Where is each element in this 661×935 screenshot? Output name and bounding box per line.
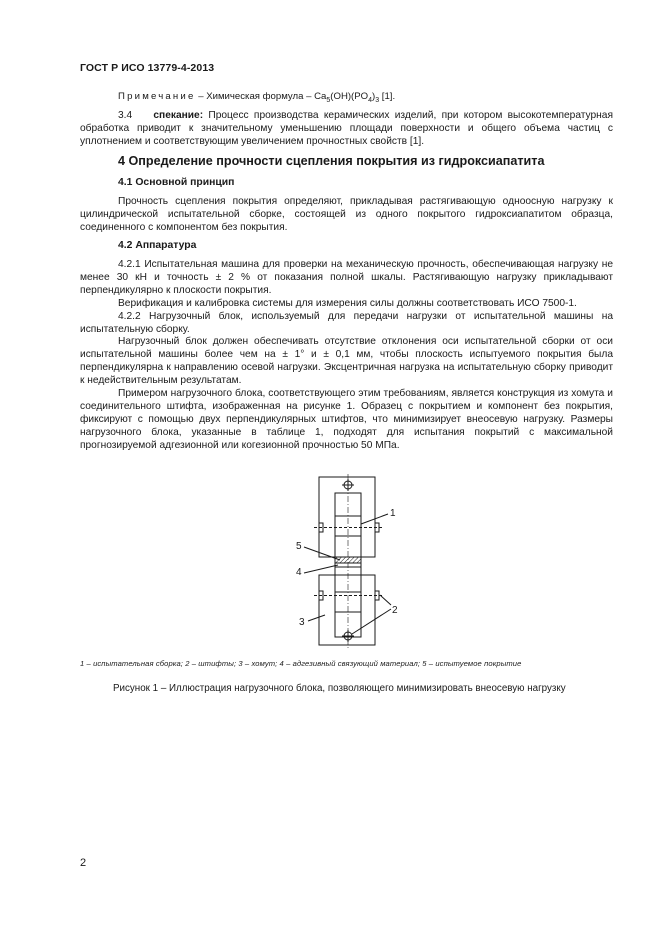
leader-2a xyxy=(380,595,391,605)
section-4-heading: 4 Определение прочности сцепления покрытия из гидроксиапатита xyxy=(118,154,545,168)
note xyxy=(118,91,395,104)
paragraph-verification: Верификация и калибровка системы для измерения силы должны соответствовать ИСО 7500-1. xyxy=(118,297,577,309)
paragraph-load-block: Нагрузочный блок должен обеспечивать отсутствие отклонения оси испытательной сборки от оси испытательной машины более чем на ± 1° и ± 0,1 мм, чтобы плоскость испытуемого покрытия была перпендикулярна к направлению осевой нагрузки. Эксцентричная нагрузка на испытательную сборку приводит к недействительным результатам. xyxy=(80,336,613,387)
figure-legend: 1 – испытательная сборка; 2 – штифты; 3 – хомут; 4 – адгезивный связующий материал; 5 – испытуемое покрытие xyxy=(80,659,522,668)
paragraph-4-2-2: 4.2.2 Нагрузочный блок, используемый для передачи нагрузки от испытательной машины на испытательную сборку. xyxy=(80,310,613,335)
upper-specimen xyxy=(335,493,361,557)
note-text-mid: (OH)(PO xyxy=(330,91,369,102)
note-sub-1: 5 xyxy=(326,96,331,104)
label-4: 4 xyxy=(296,567,302,578)
note-paren: ) xyxy=(372,91,376,102)
paragraph-4-2-1: 4.2.1 Испытательная машина для проверки на механическую прочность, обеспечивающая нагрузку не менее 30 кН и точность ± 2 % от показания полной шкалы. Растягивающую нагрузку прикладывают перпендикулярно к плоскости покрытия. xyxy=(80,259,613,296)
label-3: 3 xyxy=(299,617,305,628)
definition-3-4 xyxy=(80,110,613,149)
figure-caption: Рисунок 1 – Иллюстрация нагрузочного блока, позволяющего минимизировать внеосевую нагрузку xyxy=(113,683,566,694)
section-4-2-body xyxy=(80,259,613,453)
label-5: 5 xyxy=(296,541,302,552)
loading-fixture-diagram xyxy=(280,474,410,650)
note-text-before: – Химическая формула – Ca xyxy=(195,91,327,102)
definition-number: 3.4 xyxy=(118,110,133,121)
note-sub-3: 3 xyxy=(375,96,380,104)
section-4-2-heading: 4.2 Аппаратура xyxy=(118,240,197,251)
leader-4 xyxy=(304,565,338,573)
leader-3 xyxy=(308,615,325,621)
note-label: Примечание xyxy=(118,91,196,102)
leader-2b xyxy=(352,609,391,634)
note-text-after: [1]. xyxy=(379,91,396,102)
section-4-1-paragraph: Прочность сцепления покрытия определяют, прикладывая растягивающую одноосную нагрузку к цилиндрической испытательной сборке, состоящей из одного покрытого гидроксиапатитом образца, соединенного с компонентом без покрытия. xyxy=(80,196,613,233)
note-sub-2: 4 xyxy=(368,96,373,104)
lower-clamp xyxy=(319,575,375,645)
label-1: 1 xyxy=(390,508,396,519)
standard-header: ГОСТ Р ИСО 13779-4-2013 xyxy=(80,62,215,74)
label-2: 2 xyxy=(392,605,398,616)
paragraph-example: Примером нагрузочного блока, соответствующего этим требованиям, является конструкция из хомута и соединительного штифта, изображенная на рисунке 1. Образец с покрытием и компонент без покрытия, фиксируют с помощью двух перпендикулярных штифтов, что минимизирует внеосевую нагрузку. Размеры нагрузочного блока, указанные в таблице 1, подходят для испытания покрытий с максимальной прогнозируемой адгезионной или когезионной прочностью 50 МПа. xyxy=(80,388,613,451)
section-4-1-heading: 4.1 Основной принцип xyxy=(118,177,235,188)
definition-term: спекание: xyxy=(153,110,204,121)
page-number: 2 xyxy=(80,857,87,869)
definition-text: Процесс производства керамических изделий, при котором высокотемпературная обработка приводит к значительному уменьшению площади поверхности и общего объема частиц с уплотнением и соответствующим увеличением прочностных свойств [1]. xyxy=(80,110,613,147)
